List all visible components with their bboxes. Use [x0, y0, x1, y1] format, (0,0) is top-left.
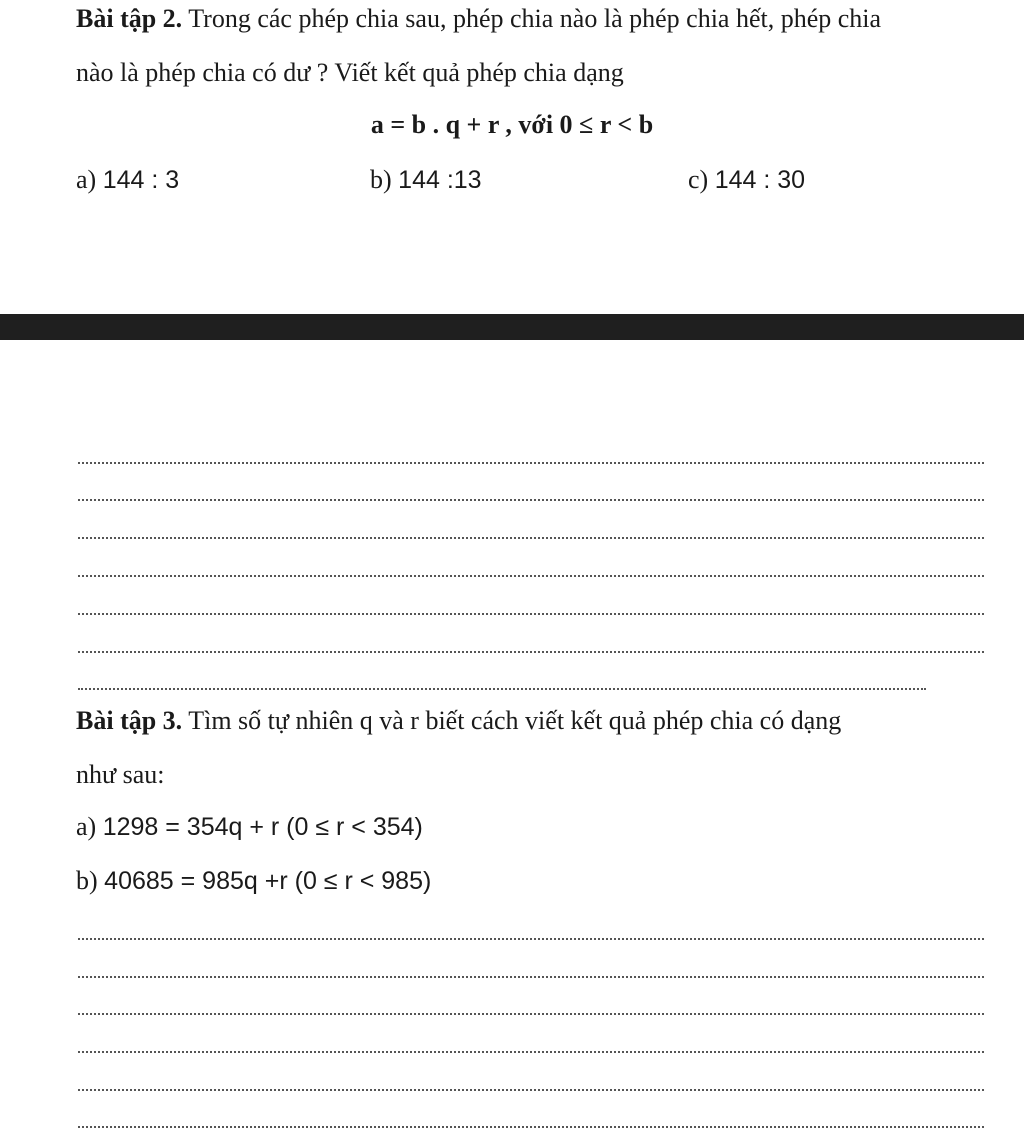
scan-dark-band: [0, 314, 1024, 340]
answer-line: [78, 976, 984, 978]
option-b-label: b): [370, 165, 392, 194]
answer-line: [78, 688, 926, 690]
answer-line: [78, 575, 984, 577]
item-b-label: b): [76, 866, 98, 895]
answer-line: [78, 651, 984, 653]
answer-line: [78, 1013, 984, 1015]
answer-line: [78, 537, 984, 539]
exercise-3-line-1: [76, 706, 841, 736]
item-a-expr: 1298 = 354q + r (0 ≤ r < 354): [102, 813, 423, 841]
exercise-2-text-2: nào là phép chia có dư ? Viết kết quả phép chia dạng: [76, 58, 624, 87]
option-a: [76, 165, 179, 195]
exercise-3-title: Bài tập 3.: [76, 706, 183, 735]
item-b-expr: 40685 = 985q +r (0 ≤ r < 985): [104, 867, 432, 895]
exercise-2-text-1: Trong các phép chia sau, phép chia nào là phép chia hết, phép chia: [182, 4, 882, 33]
option-b-expr: 144 :13: [398, 166, 482, 194]
item-a-label: a): [76, 812, 97, 841]
answer-line: [78, 613, 984, 615]
option-b: [370, 165, 482, 195]
option-a-expr: 144 : 3: [102, 166, 180, 194]
exercise-2-line-1: [76, 4, 881, 34]
exercise-3-text-1: Tìm số tự nhiên q và r biết cách viết kết quả phép chia có dạng: [182, 706, 842, 735]
item-b: [76, 866, 431, 896]
item-a: [76, 812, 423, 842]
option-c-label: c): [688, 165, 709, 194]
option-c: [688, 165, 805, 195]
option-c-expr: 144 : 30: [714, 166, 806, 194]
answer-line: [78, 938, 984, 940]
exercise-2-title: Bài tập 2.: [76, 4, 183, 33]
exercise-3-text-2: như sau:: [76, 760, 165, 789]
option-a-label: a): [76, 165, 97, 194]
division-formula: a = b . q + r , với 0 ≤ r < b: [370, 110, 654, 139]
answer-line: [78, 1051, 984, 1053]
answer-line: [78, 499, 984, 501]
answer-line: [78, 1126, 984, 1128]
answer-line: [78, 462, 984, 464]
answer-line: [78, 1089, 984, 1091]
